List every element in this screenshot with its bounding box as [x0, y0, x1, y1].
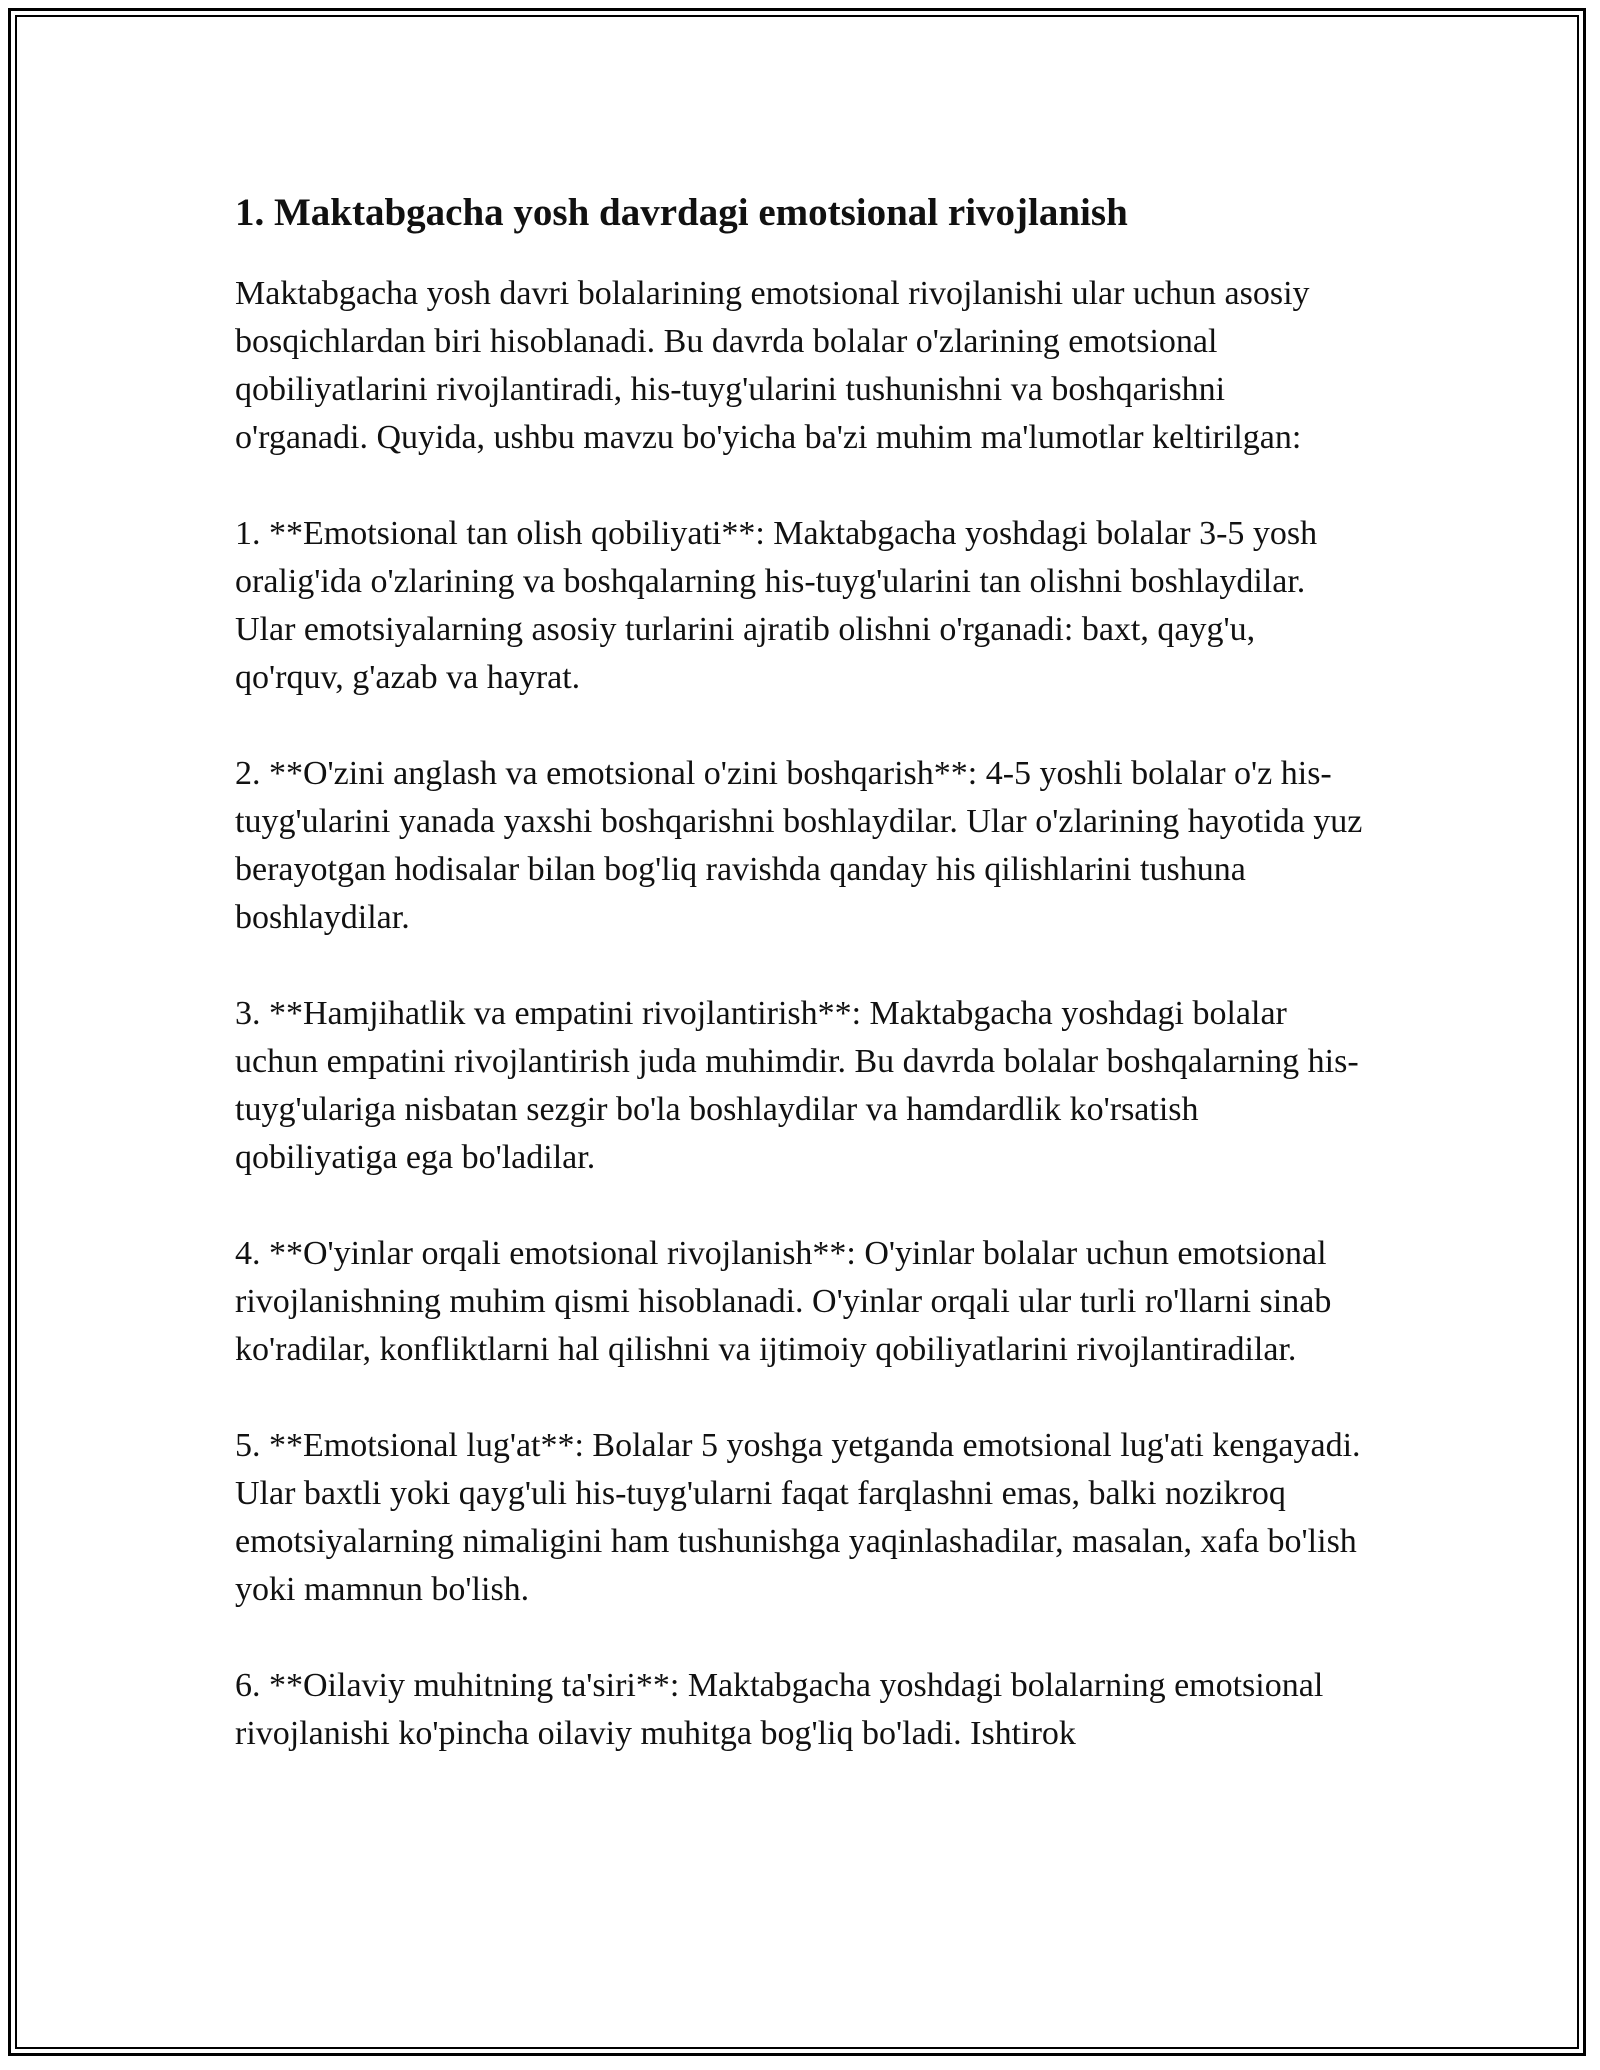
list-item-paragraph: 6. **Oilaviy muhitning ta'siri**: Maktabgacha yoshdagi bolalarning emotsional rivojlanishi ko'pincha oilaviy muhitga bog'liq bo'ladi. Ishtirok	[235, 1667, 1324, 1752]
list-item-paragraph: 4. **O'yinlar orqali emotsional rivojlanish**: O'yinlar bolalar uchun emotsional rivojlanishning muhim qismi hisoblanadi. O'yinlar orqali ular turli ro'llarni sinab ko'radilar, konfliktlarni hal qilishni va ijtimoiy qobiliyatlarini rivojlantiradilar.	[235, 1235, 1332, 1368]
list-item-paragraph: 3. **Hamjihatlik va empatini rivojlantirish**: Maktabgacha yoshdagi bolalar uchun empatini rivojlantirish juda muhimdir. Bu davrda bolalar boshqalarning his-tuyg'ulariga nisbatan sezgir bo'la boshlaydilar va hamdardlik ko'rsatish qobiliyatiga ega bo'ladilar.	[235, 995, 1359, 1176]
intro-paragraph: Maktabgacha yosh davri bolalarining emotsional rivojlanishi ular uchun asosiy bosqichlardan biri hisoblanadi. Bu davrda bolalar o'zlarining emotsional qobiliyatlarini rivojlantiradi, his-tuyg'ularini tushunishni va boshqarishni o'rganadi. Quyida, ushbu mavzu bo'yicha ba'zi muhim ma'lumotlar keltirilgan:	[235, 275, 1310, 456]
document-body	[235, 186, 1365, 1806]
list-item-paragraph: 1. **Emotsional tan olish qobiliyati**: Maktabgacha yoshdagi bolalar 3-5 yosh oralig'ida o'zlarining va boshqalarning his-tuyg'ularini tan olishni boshlaydilar. Ular emotsiyalarning asosiy turlarini ajratib olishni o'rganadi: baxt, qayg'u, qo'rquv, g'azab va hayrat.	[235, 515, 1318, 696]
document-title: 1. Maktabgacha yosh davrdagi emotsional rivojlanish	[235, 191, 1128, 234]
list-item-paragraph: 5. **Emotsional lug'at**: Bolalar 5 yoshga yetganda emotsional lug'ati kengayadi. Ular baxtli yoki qayg'uli his-tuyg'ularni faqat farqlashni emas, balki nozikroq emotsiyalarning nimaligini ham tushunishga yaqinlashadilar, masalan, xafa bo'lish yoki mamnun bo'lish.	[235, 1427, 1361, 1608]
list-item-paragraph: 2. **O'zini anglash va emotsional o'zini boshqarish**: 4-5 yoshli bolalar o'z his-tuyg'ularini yanada yaxshi boshqarishni boshlaydilar. Ular o'zlarining hayotida yuz berayotgan hodisalar bilan bog'liq ravishda qanday his qilishlarini tushuna boshlaydilar.	[235, 755, 1363, 936]
